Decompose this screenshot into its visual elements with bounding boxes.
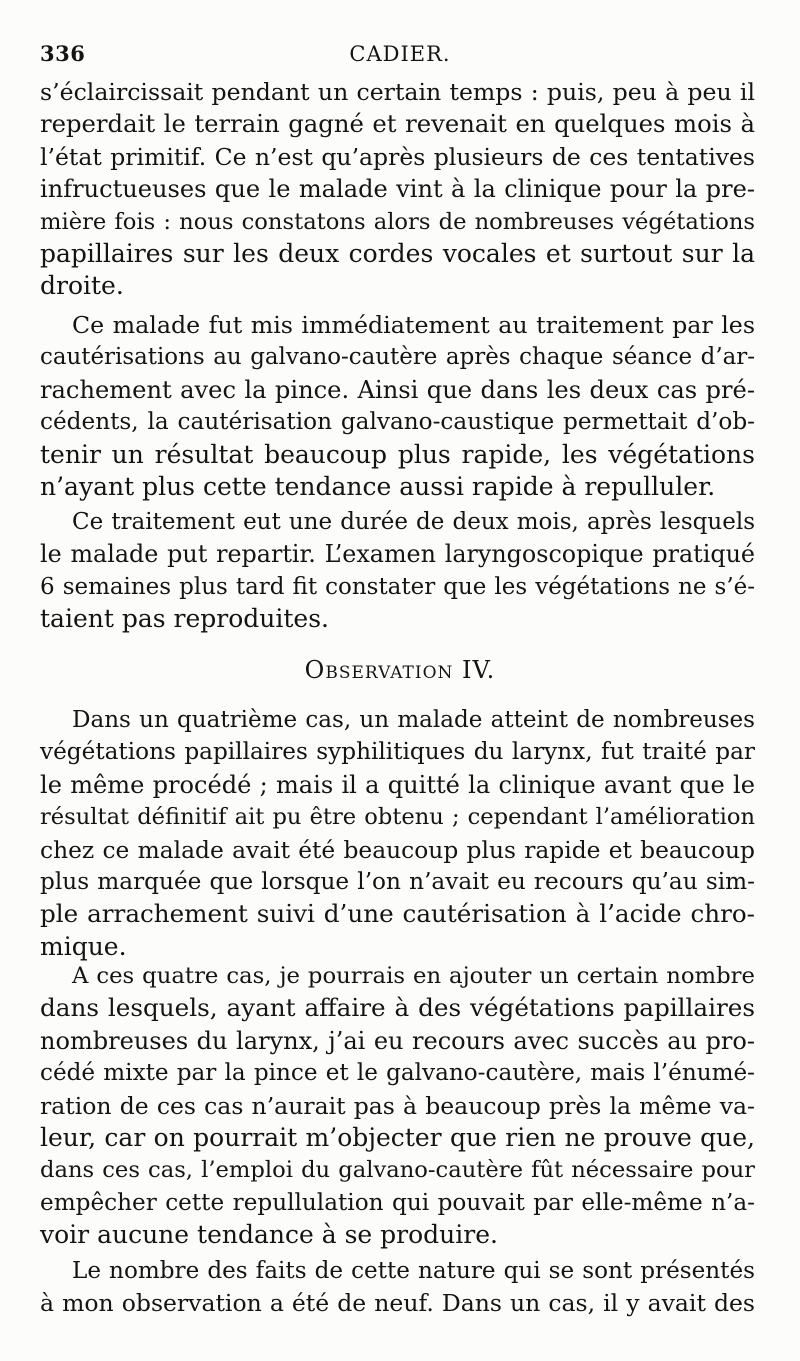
text-line: leur, car on pourrait m’objecter que rien ne prouve que, <box>40 1122 755 1152</box>
text-line: taient pas reproduites. <box>40 604 329 634</box>
text-line: n’ayant plus cette tendance aussi rapide à repulluler. <box>40 471 716 501</box>
text-line: mière fois : nous constatons alors de nombreuses végétations <box>40 208 755 235</box>
text-line: ple arrachement suivi d’une cautérisation à l’acide chro- <box>40 899 755 929</box>
text-line: voir aucune tendance à se produire. <box>40 1220 498 1250</box>
page-number: 336 <box>40 41 86 66</box>
text-line: papillaires sur les deux cordes vocales et surtout sur la <box>40 238 755 268</box>
text-line: A ces quatre cas, je pourrais en ajouter un certain nombre <box>72 963 755 989</box>
text-line: cautérisations au galvano-cautère après chaque séance d’ar- <box>40 344 755 371</box>
text-line: à mon observation a été de neuf. Dans un cas, il y avait des <box>40 1289 755 1318</box>
text-line: tenir un résultat beaucoup plus rapide, les végétations <box>40 439 755 469</box>
text-line: cédents, la cautérisation galvano-caustique permettait d’ob- <box>40 409 755 436</box>
text-line: le même procédé ; mais il a quitté la clinique avant que le <box>40 770 755 799</box>
text-line: résultat définitif ait pu être obtenu ; cependant l’amélioration <box>40 804 755 831</box>
text-line: nombreuses du larynx, j’ai eu recours avec succès au pro- <box>40 1026 755 1055</box>
text-line: infructueuses que le malade vint à la clinique pour la pre- <box>40 175 755 204</box>
text-line: cédé mixte par la pince et le galvano-cautère, mais l’énumé- <box>40 1060 755 1087</box>
running-title: CADIER. <box>349 42 451 66</box>
text-line: Ce malade fut mis immédiatement au traitement par les <box>72 311 755 339</box>
text-line: plus marquée que lorsque l’on n’avait eu recours qu’au sim- <box>40 867 755 895</box>
text-line: chez ce malade avait été beaucoup plus rapide et beaucoup <box>40 835 755 864</box>
paragraph-case-four <box>40 704 755 963</box>
paragraph-continuation <box>40 76 755 303</box>
text-line: végétations papillaires syphilitiques du larynx, fut traité par <box>40 738 755 766</box>
text-line: mique. <box>40 931 127 961</box>
text-line: s’éclaircissait pendant un certain temps : puis, peu à peu il <box>40 78 755 106</box>
text-line: Ce traitement eut une durée de deux mois, après lesquels <box>72 509 755 535</box>
paragraph-treatment <box>40 309 755 503</box>
text-line: ration de ces cas n’aurait pas à beaucoup près la même va- <box>40 1091 755 1120</box>
text-line: l’état primitif. Ce n’est qu’après plusieurs de ces tentatives <box>40 142 755 171</box>
paragraph-facts-count <box>40 1255 755 1320</box>
text-line: droite. <box>40 271 124 301</box>
paragraph-additional-cases <box>40 960 755 1252</box>
section-heading: Observation IV. <box>304 656 496 684</box>
text-line: rachement avec la pince. Ainsi que dans les deux cas pré- <box>40 375 755 404</box>
text-line: le malade put repartir. L’examen laryngoscopique pratiqué <box>40 540 755 569</box>
text-line: Dans un quatrième cas, un malade atteint de nombreuses <box>72 707 755 733</box>
text-line: empêcher cette repullulation qui pouvait par elle-même n’a- <box>40 1189 755 1216</box>
paragraph-outcome <box>40 506 755 636</box>
page-header <box>40 34 760 68</box>
text-line: dans lesquels, ayant affaire à des végétations papillaires <box>40 993 755 1023</box>
text-line: dans ces cas, l’emploi du galvano-cautère fût nécessaire pour <box>40 1157 755 1184</box>
text-line: Le nombre des faits de cette nature qui se sont présentés <box>72 1258 755 1284</box>
text-line: reperdait le terrain gagné et revenait en quelques mois à <box>40 109 755 139</box>
text-line: 6 semaines plus tard fit constater que les végétations ne s’é- <box>40 573 755 600</box>
